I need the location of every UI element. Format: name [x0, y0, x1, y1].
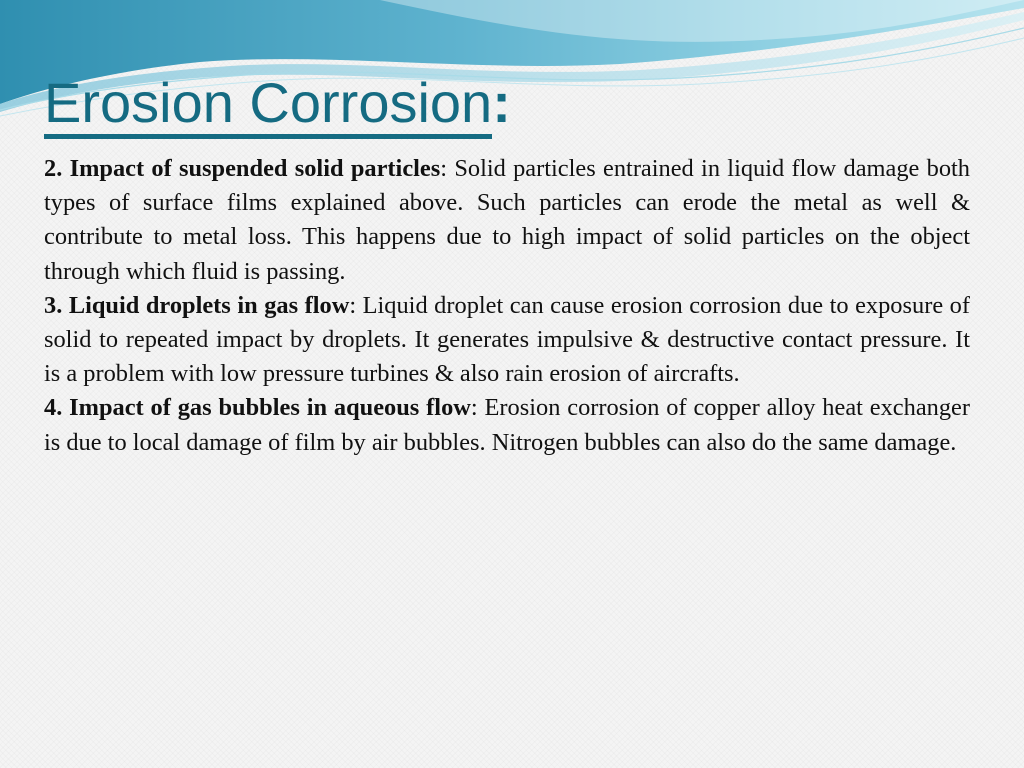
- slide-body: [44, 152, 970, 460]
- point-body: : Liquid droplet can cause erosion corrosion due to exposure of solid to repeated impact by droplets. It generates impulsive & destructive contact pressure. It is a problem with low pressure turbines & also rain erosion of aircrafts.: [44, 291, 970, 388]
- slide-title-text: Erosion Corrosion: [44, 72, 492, 139]
- point-liquid-droplets: [44, 289, 970, 392]
- point-solid-particles: [44, 152, 970, 289]
- point-gas-bubbles: [44, 391, 970, 459]
- point-heading: 4. Impact of gas bubbles in aqueous flow: [44, 394, 471, 422]
- point-body: : Solid particles entrained in liquid flow damage both types of surface films explained above. Such particles can erode the metal as well & contribute to metal loss. This happens due to high impact of solid particles on the object through which fluid is passing.: [44, 155, 970, 285]
- slide-title-colon: :: [492, 71, 511, 134]
- point-body: : Erosion corrosion of copper alloy heat exchanger is due to local damage of film by air bubbles. Nitrogen bubbles can also do the same damage.: [44, 394, 970, 456]
- slide-title: [44, 68, 511, 139]
- point-heading: 2. Impact of suspended solid particles: [44, 155, 441, 182]
- point-heading: 3. Liquid droplets in gas flow: [44, 291, 350, 319]
